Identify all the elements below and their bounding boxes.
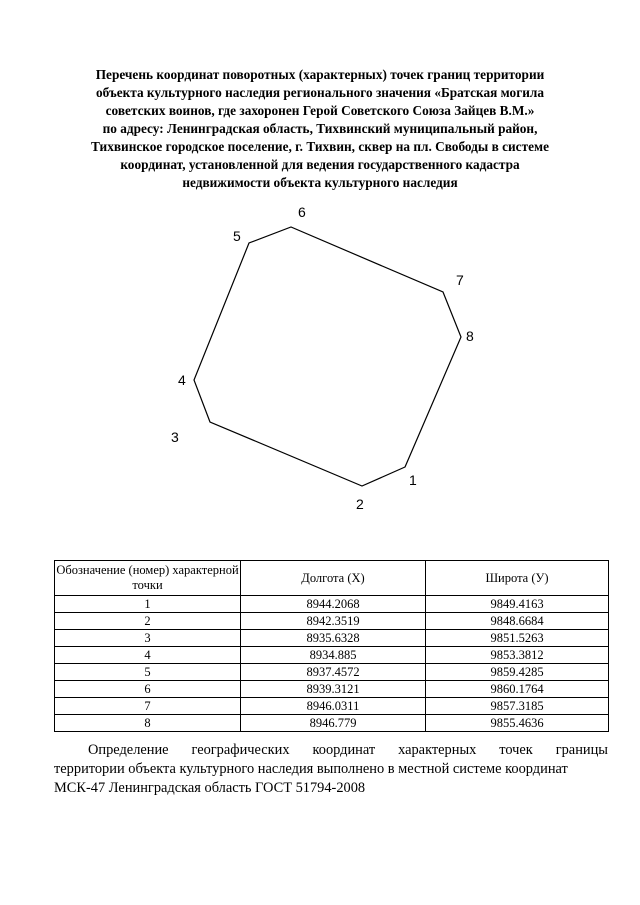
cell-point: 6 [55, 681, 241, 698]
cell-y: 9855.4636 [426, 715, 609, 732]
table-row [55, 630, 609, 647]
cell-x: 8942.3519 [241, 613, 426, 630]
cell-point: 5 [55, 664, 241, 681]
note-line-3: МСК-47 Ленинградская область ГОСТ 51794-2008 [54, 780, 366, 796]
cell-y: 9848.6684 [426, 613, 609, 630]
table-row [55, 613, 609, 630]
title-line-3: советских воинов, где захоронен Герой Советского Союза Зайцев В.М.» [105, 103, 535, 118]
cell-point: 3 [55, 630, 241, 647]
header-latitude: Широта (У) [426, 561, 609, 596]
title-line-6: координат, установленной для ведения государственного кадастра [120, 157, 520, 172]
cell-x: 8934.885 [241, 647, 426, 664]
title-line-2: объекта культурного наследия регионального значения «Братская могила [95, 85, 545, 100]
note-word: точек [499, 742, 533, 758]
point-label-8: 8 [466, 328, 474, 344]
point-label-5: 5 [233, 228, 241, 244]
table-header-row [55, 561, 609, 596]
cell-x: 8935.6328 [241, 630, 426, 647]
table-row [55, 596, 609, 613]
cell-y: 9857.3185 [426, 698, 609, 715]
cell-x: 8939.3121 [241, 681, 426, 698]
cell-point: 7 [55, 698, 241, 715]
point-label-7: 7 [456, 272, 464, 288]
cell-y: 9853.3812 [426, 647, 609, 664]
header-longitude: Долгота (X) [241, 561, 426, 596]
note-word: географических [191, 742, 290, 758]
table-row [55, 715, 609, 732]
point-label-2: 2 [356, 496, 364, 512]
table-row [55, 647, 609, 664]
title-line-7: недвижимости объекта культурного наследия [182, 175, 458, 190]
cell-point: 8 [55, 715, 241, 732]
cell-x: 8937.4572 [241, 664, 426, 681]
note-word: границы [555, 742, 608, 758]
cell-point: 1 [55, 596, 241, 613]
point-label-3: 3 [171, 429, 179, 445]
title-line-5: Тихвинское городское поселение, г. Тихвин, сквер на пл. Свободы в системе [91, 139, 549, 154]
cell-point: 4 [55, 647, 241, 664]
cell-y: 9860.1764 [426, 681, 609, 698]
note-word: координат [312, 742, 376, 758]
boundary-polygon [194, 227, 461, 486]
table-row [55, 698, 609, 715]
cell-x: 8946.0311 [241, 698, 426, 715]
header-point: Обозначение (номер) характерной точки [55, 561, 241, 596]
coordinate-system-note [54, 741, 608, 798]
point-label-4: 4 [178, 372, 186, 388]
title-line-1: Перечень координат поворотных (характерных) точек границ территории [95, 67, 545, 82]
table-row [55, 681, 609, 698]
cell-y: 9851.5263 [426, 630, 609, 647]
point-label-1: 1 [409, 472, 417, 488]
title-line-4: по адресу: Ленинградская область, Тихвинский муниципальный район, [102, 121, 538, 136]
note-word: характерных [398, 742, 477, 758]
table-row [55, 664, 609, 681]
cell-x: 8946.779 [241, 715, 426, 732]
note-word: Определение [88, 742, 169, 758]
point-label-6: 6 [298, 204, 306, 220]
cell-point: 2 [55, 613, 241, 630]
cell-x: 8944.2068 [241, 596, 426, 613]
note-line-1 [54, 741, 608, 760]
note-line-2: территории объекта культурного наследия выполнено в местной системе координат [54, 761, 568, 777]
cell-y: 9859.4285 [426, 664, 609, 681]
coordinates-table [54, 560, 609, 732]
cell-y: 9849.4163 [426, 596, 609, 613]
